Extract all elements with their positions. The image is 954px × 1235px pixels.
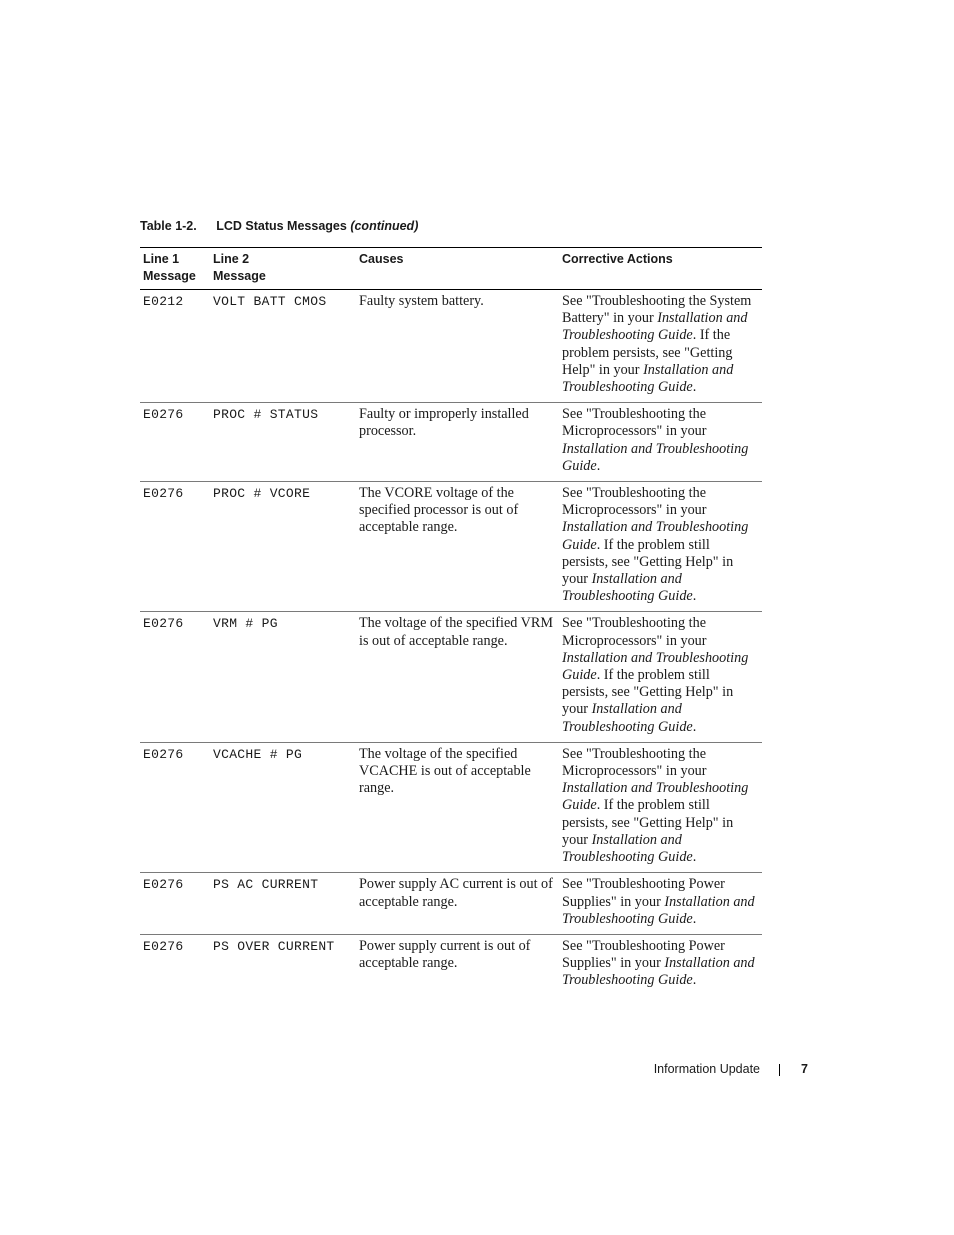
table-row <box>140 934 762 995</box>
line2-message: PS AC CURRENT <box>213 877 319 893</box>
page-footer <box>600 1062 808 1080</box>
action-text: See "Troubleshooting the Microprocessors" in your <box>562 406 707 440</box>
line2-message: PROC # STATUS <box>213 407 319 423</box>
action-text: . <box>596 457 601 474</box>
table-continued: (continued) <box>350 219 419 233</box>
cause-text: The VCORE voltage of the specified processor is out of acceptable range. <box>359 485 519 536</box>
footer-title: Information Update <box>653 1062 760 1076</box>
line2-message: VCACHE # PG <box>213 746 303 762</box>
header-line2-a: Line 2 <box>213 252 250 266</box>
action-text: . <box>692 849 697 866</box>
table-row <box>140 403 762 482</box>
lcd-status-table <box>140 247 762 996</box>
guide-title: Installation and Troubleshooting Guide <box>562 440 749 474</box>
page-number: 7 <box>801 1062 808 1076</box>
header-causes: Causes <box>359 252 404 266</box>
table-row <box>140 290 762 403</box>
line1-message: E0276 <box>143 486 184 502</box>
action-text: . <box>692 972 697 989</box>
guide-title: Installation and Troubleshooting Guide <box>562 361 734 396</box>
line2-message: VOLT BATT CMOS <box>213 294 327 309</box>
line2-message: PROC # VCORE <box>213 486 311 502</box>
header-line2-b: Message <box>213 269 266 283</box>
action-text: . <box>692 910 697 927</box>
corrective-action <box>559 934 762 995</box>
line1-message: E0276 <box>143 938 184 954</box>
corrective-action <box>559 290 762 403</box>
action-text: . <box>692 379 697 396</box>
line2-message: PS OVER CURRENT <box>213 938 335 954</box>
corrective-action <box>559 742 762 872</box>
line1-message: E0276 <box>143 407 184 423</box>
action-text: . If the problem still persists, see "Getting Help" in your <box>562 536 734 588</box>
action-text: . If the problem persists, see "Getting Help" in your <box>562 327 733 378</box>
guide-title: Installation and Troubleshooting Guide <box>562 780 749 814</box>
corrective-action <box>559 612 762 742</box>
footer-separator <box>779 1064 780 1076</box>
corrective-action <box>559 873 762 935</box>
line2-message: VRM # PG <box>213 616 278 632</box>
guide-title: Installation and Troubleshooting Guide <box>562 893 755 927</box>
table-header-row <box>140 248 762 290</box>
header-line1 <box>140 248 210 290</box>
action-text: See "Troubleshooting the Microprocessors" in your <box>562 615 707 649</box>
guide-title: Installation and Troubleshooting Guide <box>562 955 755 989</box>
corrective-action <box>559 403 762 482</box>
action-text: . <box>692 588 697 605</box>
action-text: . <box>692 718 697 735</box>
guide-title: Installation and Troubleshooting Guide <box>562 701 693 735</box>
table-row <box>140 742 762 872</box>
guide-title: Installation and Troubleshooting Guide <box>562 519 749 553</box>
guide-title: Installation and Troubleshooting Guide <box>562 831 693 866</box>
line1-message: E0212 <box>143 294 184 309</box>
table-row <box>140 612 762 742</box>
header-line2 <box>210 248 356 290</box>
table-row <box>140 482 762 612</box>
cause-text: Power supply current is out of acceptable range. <box>359 937 531 972</box>
action-text: See "Troubleshooting the Microprocessors" in your <box>562 485 707 519</box>
line1-message: E0276 <box>143 746 184 762</box>
cause-text: Faulty system battery. <box>359 293 484 309</box>
action-text: . If the problem still persists, see "Getting Help" in your <box>562 667 734 718</box>
guide-title: Installation and Troubleshooting Guide <box>562 571 693 605</box>
table-caption <box>140 219 418 233</box>
line1-message: E0276 <box>143 616 184 632</box>
header-line1-b: Message <box>143 269 196 283</box>
action-text: See "Troubleshooting Power Supplies" in your <box>562 937 725 972</box>
header-line1-a: Line 1 <box>143 252 180 266</box>
cause-text: Faulty or improperly installed processor. <box>359 406 529 440</box>
header-actions: Corrective Actions <box>562 252 673 266</box>
table-title: LCD Status Messages <box>216 219 347 233</box>
table-row <box>140 873 762 935</box>
action-text: . If the problem still persists, see "Getting Help" in your <box>562 797 734 848</box>
line1-message: E0276 <box>143 877 184 893</box>
cause-text: Power supply AC current is out of acceptable range. <box>359 876 553 910</box>
action-text: See "Troubleshooting Power Supplies" in your <box>562 876 725 910</box>
guide-title: Installation and Troubleshooting Guide <box>562 649 749 684</box>
cause-text: The voltage of the specified VRM is out of acceptable range. <box>359 615 553 649</box>
cause-text: The voltage of the specified VCACHE is out of acceptable range. <box>359 745 531 797</box>
action-text: See "Troubleshooting the System Battery" in your <box>562 293 752 327</box>
guide-title: Installation and Troubleshooting Guide <box>562 310 748 344</box>
table-number: Table 1-2. <box>140 219 197 233</box>
corrective-action <box>559 482 762 612</box>
action-text: See "Troubleshooting the Microprocessors" in your <box>562 745 707 780</box>
